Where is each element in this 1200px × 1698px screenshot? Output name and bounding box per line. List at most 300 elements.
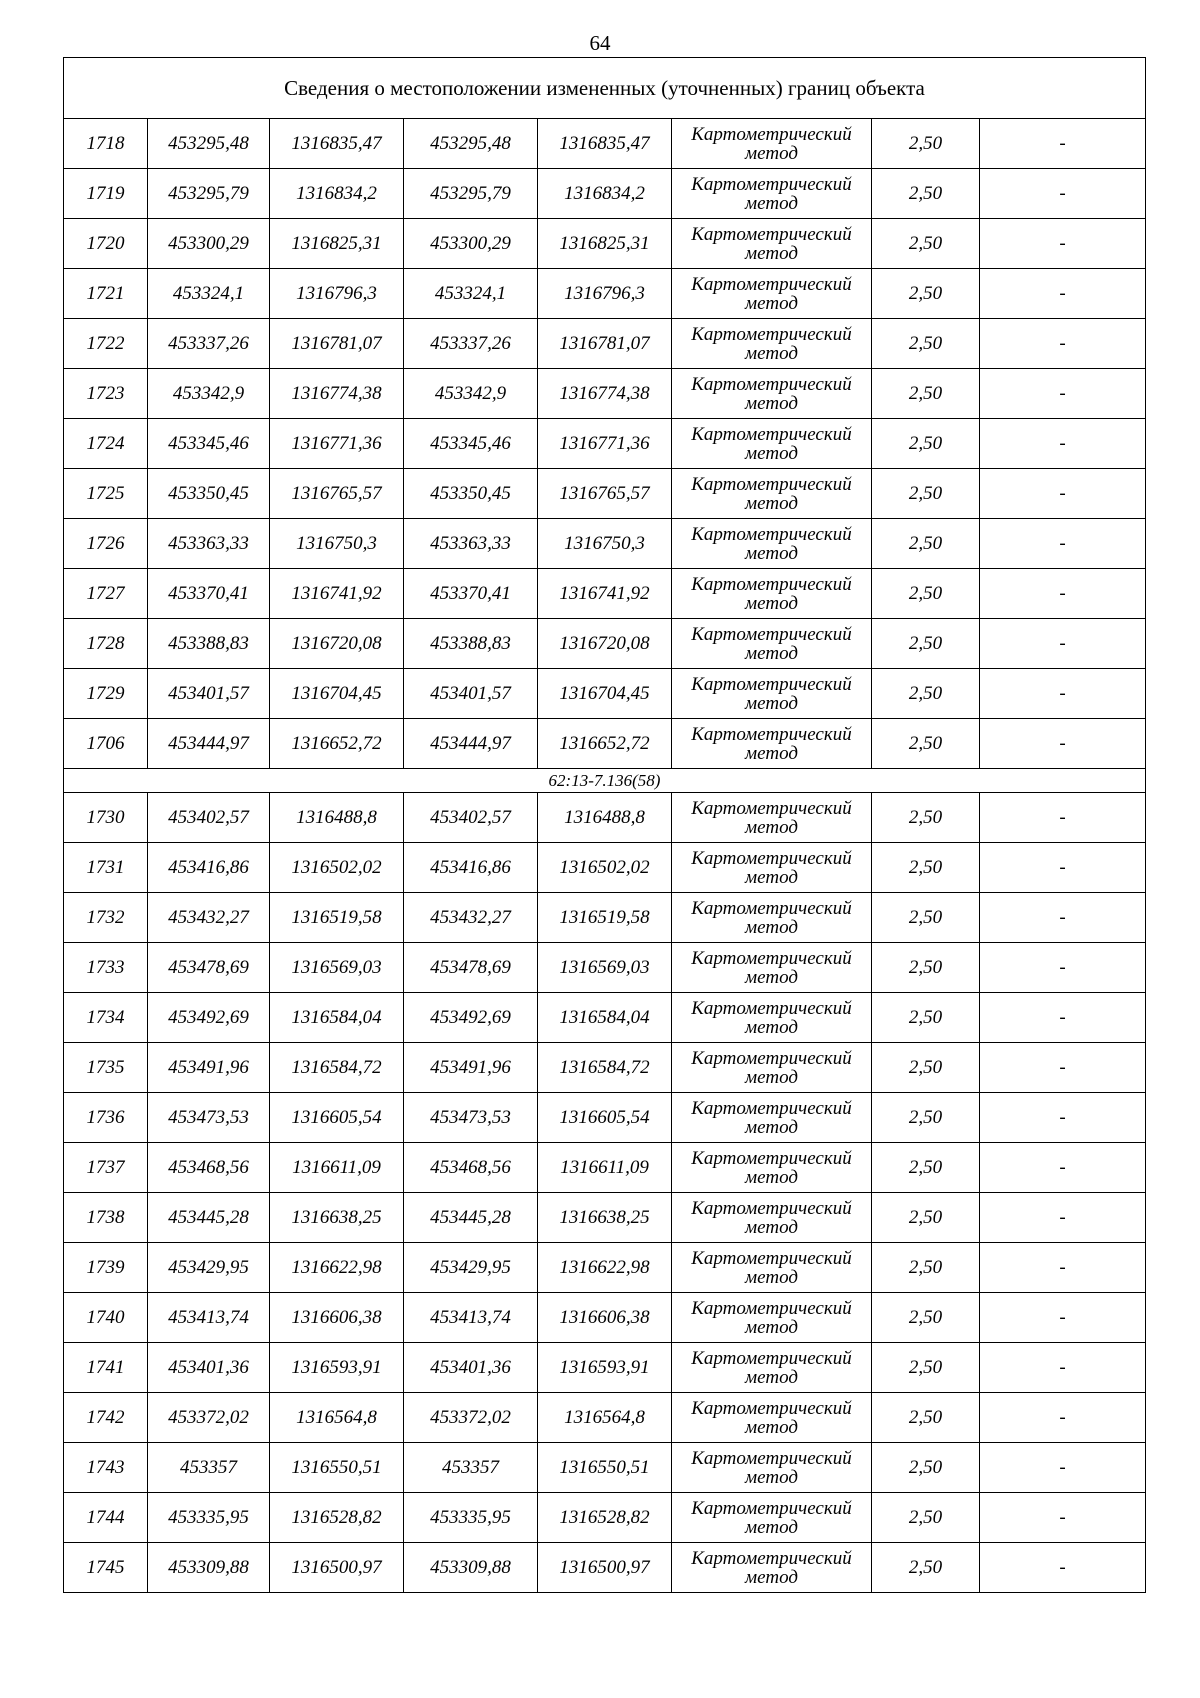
accuracy-cell: 2,50 <box>872 1143 980 1193</box>
existing-y-cell: 1316741,92 <box>270 569 404 619</box>
method-line-1: Картометрический <box>691 797 852 819</box>
refined-x-cell: 453401,36 <box>404 1343 538 1393</box>
method-line-2: метод <box>745 966 798 988</box>
note-cell: - <box>980 1443 1146 1493</box>
refined-y-cell: 1316500,97 <box>538 1543 672 1593</box>
note-cell: - <box>980 269 1146 319</box>
method-line-2: метод <box>745 1216 798 1238</box>
refined-x-cell: 453491,96 <box>404 1043 538 1093</box>
table-row <box>64 1293 1146 1343</box>
note-cell: - <box>980 1543 1146 1593</box>
method-cell <box>672 1093 872 1143</box>
accuracy-cell: 2,50 <box>872 569 980 619</box>
point-number-cell: 1721 <box>64 269 148 319</box>
method-line-1: Картометрический <box>691 997 852 1019</box>
refined-y-cell: 1316550,51 <box>538 1443 672 1493</box>
method-cell <box>672 419 872 469</box>
point-number-cell: 1726 <box>64 519 148 569</box>
existing-x-cell: 453372,02 <box>148 1393 270 1443</box>
refined-y-cell: 1316519,58 <box>538 893 672 943</box>
table-row <box>64 793 1146 843</box>
method-line-1: Картометрический <box>691 1097 852 1119</box>
point-number-cell: 1742 <box>64 1393 148 1443</box>
existing-y-cell: 1316704,45 <box>270 669 404 719</box>
refined-y-cell: 1316593,91 <box>538 1343 672 1393</box>
method-line-1: Картометрический <box>691 847 852 869</box>
accuracy-cell: 2,50 <box>872 1443 980 1493</box>
point-number-cell: 1719 <box>64 169 148 219</box>
accuracy-cell: 2,50 <box>872 169 980 219</box>
existing-y-cell: 1316488,8 <box>270 793 404 843</box>
existing-y-cell: 1316605,54 <box>270 1093 404 1143</box>
method-cell <box>672 1493 872 1543</box>
method-line-2: метод <box>745 642 798 664</box>
accuracy-cell: 2,50 <box>872 1193 980 1243</box>
method-line-1: Картометрический <box>691 1347 852 1369</box>
method-line-1: Картометрический <box>691 673 852 695</box>
table-row <box>64 1043 1146 1093</box>
accuracy-cell: 2,50 <box>872 793 980 843</box>
point-number-cell: 1741 <box>64 1343 148 1393</box>
existing-x-cell: 453357 <box>148 1443 270 1493</box>
table-row <box>64 569 1146 619</box>
refined-x-cell: 453337,26 <box>404 319 538 369</box>
method-line-2: метод <box>745 1016 798 1038</box>
method-line-2: метод <box>745 916 798 938</box>
existing-y-cell: 1316519,58 <box>270 893 404 943</box>
refined-y-cell: 1316825,31 <box>538 219 672 269</box>
accuracy-cell: 2,50 <box>872 843 980 893</box>
point-number-cell: 1727 <box>64 569 148 619</box>
existing-x-cell: 453492,69 <box>148 993 270 1043</box>
note-cell: - <box>980 519 1146 569</box>
table-row <box>64 669 1146 719</box>
existing-y-cell: 1316796,3 <box>270 269 404 319</box>
existing-x-cell: 453491,96 <box>148 1043 270 1093</box>
method-line-1: Картометрический <box>691 1247 852 1269</box>
note-cell: - <box>980 1143 1146 1193</box>
method-cell <box>672 219 872 269</box>
refined-x-cell: 453444,97 <box>404 719 538 769</box>
point-number-cell: 1725 <box>64 469 148 519</box>
method-line-1: Картометрический <box>691 947 852 969</box>
refined-x-cell: 453429,95 <box>404 1243 538 1293</box>
note-cell: - <box>980 893 1146 943</box>
existing-y-cell: 1316550,51 <box>270 1443 404 1493</box>
point-number-cell: 1743 <box>64 1443 148 1493</box>
method-line-1: Картометрический <box>691 623 852 645</box>
method-cell <box>672 793 872 843</box>
existing-x-cell: 453324,1 <box>148 269 270 319</box>
existing-y-cell: 1316825,31 <box>270 219 404 269</box>
table-row <box>64 469 1146 519</box>
note-cell: - <box>980 719 1146 769</box>
refined-x-cell: 453445,28 <box>404 1193 538 1243</box>
refined-x-cell: 453468,56 <box>404 1143 538 1193</box>
refined-x-cell: 453402,57 <box>404 793 538 843</box>
method-line-1: Картометрический <box>691 1547 852 1569</box>
method-line-1: Картометрический <box>691 1047 852 1069</box>
existing-y-cell: 1316584,72 <box>270 1043 404 1093</box>
point-number-cell: 1728 <box>64 619 148 669</box>
refined-x-cell: 453295,48 <box>404 119 538 169</box>
refined-x-cell: 453295,79 <box>404 169 538 219</box>
page-number: 64 <box>589 31 611 55</box>
method-cell <box>672 119 872 169</box>
note-cell: - <box>980 119 1146 169</box>
refined-y-cell: 1316622,98 <box>538 1243 672 1293</box>
refined-y-cell: 1316502,02 <box>538 843 672 893</box>
table-row <box>64 1393 1146 1443</box>
method-cell <box>672 619 872 669</box>
boundary-table <box>63 57 1146 1593</box>
accuracy-cell: 2,50 <box>872 1543 980 1593</box>
method-line-2: метод <box>745 1516 798 1538</box>
existing-y-cell: 1316500,97 <box>270 1543 404 1593</box>
note-cell: - <box>980 1393 1146 1443</box>
method-line-2: метод <box>745 542 798 564</box>
method-cell <box>672 1293 872 1343</box>
existing-x-cell: 453473,53 <box>148 1093 270 1143</box>
table-title: Сведения о местоположении измененных (уточненных) границ объекта <box>64 58 1146 119</box>
refined-y-cell: 1316720,08 <box>538 619 672 669</box>
refined-y-cell: 1316569,03 <box>538 943 672 993</box>
refined-x-cell: 453401,57 <box>404 669 538 719</box>
existing-x-cell: 453468,56 <box>148 1143 270 1193</box>
note-cell: - <box>980 319 1146 369</box>
point-number-cell: 1734 <box>64 993 148 1043</box>
note-cell: - <box>980 219 1146 269</box>
method-line-1: Картометрический <box>691 1297 852 1319</box>
method-line-2: метод <box>745 1066 798 1088</box>
method-line-2: метод <box>745 592 798 614</box>
refined-x-cell: 453350,45 <box>404 469 538 519</box>
accuracy-cell: 2,50 <box>872 669 980 719</box>
refined-y-cell: 1316835,47 <box>538 119 672 169</box>
method-cell <box>672 469 872 519</box>
method-line-1: Картометрический <box>691 523 852 545</box>
table-row <box>64 719 1146 769</box>
accuracy-cell: 2,50 <box>872 993 980 1043</box>
existing-x-cell: 453363,33 <box>148 519 270 569</box>
method-line-1: Картометрический <box>691 123 852 145</box>
existing-x-cell: 453445,28 <box>148 1193 270 1243</box>
point-number-cell: 1744 <box>64 1493 148 1543</box>
existing-x-cell: 453300,29 <box>148 219 270 269</box>
method-line-2: метод <box>745 742 798 764</box>
refined-y-cell: 1316774,38 <box>538 369 672 419</box>
existing-x-cell: 453295,48 <box>148 119 270 169</box>
point-number-cell: 1733 <box>64 943 148 993</box>
method-line-2: метод <box>745 1266 798 1288</box>
refined-y-cell: 1316796,3 <box>538 269 672 319</box>
refined-y-cell: 1316584,72 <box>538 1043 672 1093</box>
note-cell: - <box>980 1243 1146 1293</box>
existing-y-cell: 1316528,82 <box>270 1493 404 1543</box>
accuracy-cell: 2,50 <box>872 1293 980 1343</box>
existing-y-cell: 1316622,98 <box>270 1243 404 1293</box>
note-cell: - <box>980 669 1146 719</box>
accuracy-cell: 2,50 <box>872 419 980 469</box>
accuracy-cell: 2,50 <box>872 519 980 569</box>
method-cell <box>672 1193 872 1243</box>
point-number-cell: 1735 <box>64 1043 148 1093</box>
refined-y-cell: 1316765,57 <box>538 469 672 519</box>
note-cell: - <box>980 843 1146 893</box>
existing-y-cell: 1316652,72 <box>270 719 404 769</box>
existing-y-cell: 1316834,2 <box>270 169 404 219</box>
method-line-1: Картометрический <box>691 473 852 495</box>
method-cell <box>672 1343 872 1393</box>
existing-y-cell: 1316771,36 <box>270 419 404 469</box>
refined-x-cell: 453357 <box>404 1443 538 1493</box>
existing-x-cell: 453335,95 <box>148 1493 270 1543</box>
section-row <box>64 769 1146 793</box>
existing-x-cell: 453401,57 <box>148 669 270 719</box>
table-title-row <box>64 58 1146 119</box>
refined-y-cell: 1316584,04 <box>538 993 672 1043</box>
note-cell: - <box>980 1343 1146 1393</box>
table-row <box>64 1193 1146 1243</box>
refined-x-cell: 453478,69 <box>404 943 538 993</box>
method-line-1: Картометрический <box>691 173 852 195</box>
existing-y-cell: 1316593,91 <box>270 1343 404 1393</box>
accuracy-cell: 2,50 <box>872 893 980 943</box>
refined-x-cell: 453413,74 <box>404 1293 538 1343</box>
accuracy-cell: 2,50 <box>872 319 980 369</box>
accuracy-cell: 2,50 <box>872 269 980 319</box>
method-line-2: метод <box>745 866 798 888</box>
existing-x-cell: 453416,86 <box>148 843 270 893</box>
method-line-1: Картометрический <box>691 1147 852 1169</box>
existing-y-cell: 1316584,04 <box>270 993 404 1043</box>
existing-y-cell: 1316781,07 <box>270 319 404 369</box>
table-row <box>64 1243 1146 1293</box>
existing-x-cell: 453478,69 <box>148 943 270 993</box>
accuracy-cell: 2,50 <box>872 219 980 269</box>
table-row <box>64 169 1146 219</box>
method-line-1: Картометрический <box>691 1197 852 1219</box>
note-cell: - <box>980 993 1146 1043</box>
table-row <box>64 119 1146 169</box>
method-cell <box>672 893 872 943</box>
refined-x-cell: 453473,53 <box>404 1093 538 1143</box>
method-line-2: метод <box>745 1466 798 1488</box>
refined-x-cell: 453388,83 <box>404 619 538 669</box>
accuracy-cell: 2,50 <box>872 1093 980 1143</box>
existing-x-cell: 453309,88 <box>148 1543 270 1593</box>
refined-y-cell: 1316606,38 <box>538 1293 672 1343</box>
method-line-2: метод <box>745 342 798 364</box>
existing-y-cell: 1316569,03 <box>270 943 404 993</box>
existing-x-cell: 453370,41 <box>148 569 270 619</box>
table-row <box>64 369 1146 419</box>
method-cell <box>672 1443 872 1493</box>
table-row <box>64 1093 1146 1143</box>
refined-y-cell: 1316750,3 <box>538 519 672 569</box>
accuracy-cell: 2,50 <box>872 943 980 993</box>
refined-y-cell: 1316638,25 <box>538 1193 672 1243</box>
accuracy-cell: 2,50 <box>872 469 980 519</box>
point-number-cell: 1730 <box>64 793 148 843</box>
method-line-1: Картометрический <box>691 223 852 245</box>
existing-y-cell: 1316638,25 <box>270 1193 404 1243</box>
method-line-2: метод <box>745 1316 798 1338</box>
method-line-1: Картометрический <box>691 1497 852 1519</box>
method-line-2: метод <box>745 292 798 314</box>
method-cell <box>672 369 872 419</box>
table-row <box>64 1543 1146 1593</box>
point-number-cell: 1722 <box>64 319 148 369</box>
table-row <box>64 1493 1146 1543</box>
refined-y-cell: 1316781,07 <box>538 319 672 369</box>
existing-x-cell: 453401,36 <box>148 1343 270 1393</box>
table-row <box>64 219 1146 269</box>
point-number-cell: 1745 <box>64 1543 148 1593</box>
accuracy-cell: 2,50 <box>872 1393 980 1443</box>
point-number-cell: 1720 <box>64 219 148 269</box>
method-line-2: метод <box>745 1566 798 1588</box>
refined-y-cell: 1316488,8 <box>538 793 672 843</box>
note-cell: - <box>980 1043 1146 1093</box>
existing-x-cell: 453342,9 <box>148 369 270 419</box>
existing-y-cell: 1316502,02 <box>270 843 404 893</box>
refined-y-cell: 1316652,72 <box>538 719 672 769</box>
method-line-2: метод <box>745 392 798 414</box>
point-number-cell: 1737 <box>64 1143 148 1193</box>
note-cell: - <box>980 1193 1146 1243</box>
accuracy-cell: 2,50 <box>872 1243 980 1293</box>
method-line-1: Картометрический <box>691 323 852 345</box>
method-line-2: метод <box>745 192 798 214</box>
refined-y-cell: 1316704,45 <box>538 669 672 719</box>
accuracy-cell: 2,50 <box>872 619 980 669</box>
method-line-1: Картометрический <box>691 1447 852 1469</box>
table-row <box>64 319 1146 369</box>
table-row <box>64 1343 1146 1393</box>
note-cell: - <box>980 1093 1146 1143</box>
method-line-2: метод <box>745 142 798 164</box>
method-line-1: Картометрический <box>691 273 852 295</box>
accuracy-cell: 2,50 <box>872 1043 980 1093</box>
method-line-1: Картометрический <box>691 573 852 595</box>
existing-y-cell: 1316720,08 <box>270 619 404 669</box>
method-cell <box>672 1143 872 1193</box>
refined-x-cell: 453432,27 <box>404 893 538 943</box>
refined-x-cell: 453345,46 <box>404 419 538 469</box>
method-line-1: Картометрический <box>691 1397 852 1419</box>
refined-x-cell: 453372,02 <box>404 1393 538 1443</box>
accuracy-cell: 2,50 <box>872 119 980 169</box>
refined-x-cell: 453300,29 <box>404 219 538 269</box>
existing-x-cell: 453388,83 <box>148 619 270 669</box>
method-line-1: Картометрический <box>691 723 852 745</box>
accuracy-cell: 2,50 <box>872 1493 980 1543</box>
method-cell <box>672 569 872 619</box>
table-row <box>64 993 1146 1043</box>
note-cell: - <box>980 419 1146 469</box>
table-row <box>64 843 1146 893</box>
existing-x-cell: 453350,45 <box>148 469 270 519</box>
method-cell <box>672 993 872 1043</box>
note-cell: - <box>980 1293 1146 1343</box>
note-cell: - <box>980 169 1146 219</box>
table-row <box>64 619 1146 669</box>
method-line-2: метод <box>745 692 798 714</box>
refined-y-cell: 1316528,82 <box>538 1493 672 1543</box>
existing-y-cell: 1316774,38 <box>270 369 404 419</box>
method-line-2: метод <box>745 492 798 514</box>
point-number-cell: 1736 <box>64 1093 148 1143</box>
section-label: 62:13-7.136(58) <box>64 769 1146 793</box>
refined-x-cell: 453363,33 <box>404 519 538 569</box>
refined-x-cell: 453492,69 <box>404 993 538 1043</box>
refined-x-cell: 453309,88 <box>404 1543 538 1593</box>
table-row <box>64 1143 1146 1193</box>
refined-y-cell: 1316611,09 <box>538 1143 672 1193</box>
note-cell: - <box>980 793 1146 843</box>
existing-x-cell: 453413,74 <box>148 1293 270 1343</box>
method-cell <box>672 269 872 319</box>
point-number-cell: 1738 <box>64 1193 148 1243</box>
existing-y-cell: 1316564,8 <box>270 1393 404 1443</box>
point-number-cell: 1718 <box>64 119 148 169</box>
method-cell <box>672 1243 872 1293</box>
method-cell <box>672 1393 872 1443</box>
table-row <box>64 269 1146 319</box>
point-number-cell: 1729 <box>64 669 148 719</box>
table-row <box>64 1443 1146 1493</box>
table-row <box>64 419 1146 469</box>
refined-y-cell: 1316564,8 <box>538 1393 672 1443</box>
existing-x-cell: 453345,46 <box>148 419 270 469</box>
accuracy-cell: 2,50 <box>872 369 980 419</box>
refined-x-cell: 453335,95 <box>404 1493 538 1543</box>
refined-y-cell: 1316834,2 <box>538 169 672 219</box>
existing-y-cell: 1316765,57 <box>270 469 404 519</box>
method-cell <box>672 519 872 569</box>
method-cell <box>672 169 872 219</box>
table-row <box>64 519 1146 569</box>
existing-y-cell: 1316606,38 <box>270 1293 404 1343</box>
point-number-cell: 1706 <box>64 719 148 769</box>
accuracy-cell: 2,50 <box>872 1343 980 1393</box>
point-number-cell: 1723 <box>64 369 148 419</box>
refined-y-cell: 1316741,92 <box>538 569 672 619</box>
existing-x-cell: 453295,79 <box>148 169 270 219</box>
method-line-2: метод <box>745 1116 798 1138</box>
method-line-1: Картометрический <box>691 897 852 919</box>
note-cell: - <box>980 1493 1146 1543</box>
point-number-cell: 1739 <box>64 1243 148 1293</box>
existing-x-cell: 453429,95 <box>148 1243 270 1293</box>
refined-x-cell: 453324,1 <box>404 269 538 319</box>
existing-y-cell: 1316750,3 <box>270 519 404 569</box>
point-number-cell: 1724 <box>64 419 148 469</box>
refined-y-cell: 1316771,36 <box>538 419 672 469</box>
existing-x-cell: 453402,57 <box>148 793 270 843</box>
note-cell: - <box>980 569 1146 619</box>
existing-y-cell: 1316611,09 <box>270 1143 404 1193</box>
existing-x-cell: 453432,27 <box>148 893 270 943</box>
method-line-2: метод <box>745 442 798 464</box>
method-cell <box>672 719 872 769</box>
table-row <box>64 943 1146 993</box>
refined-x-cell: 453342,9 <box>404 369 538 419</box>
existing-y-cell: 1316835,47 <box>270 119 404 169</box>
method-line-2: метод <box>745 242 798 264</box>
existing-x-cell: 453444,97 <box>148 719 270 769</box>
